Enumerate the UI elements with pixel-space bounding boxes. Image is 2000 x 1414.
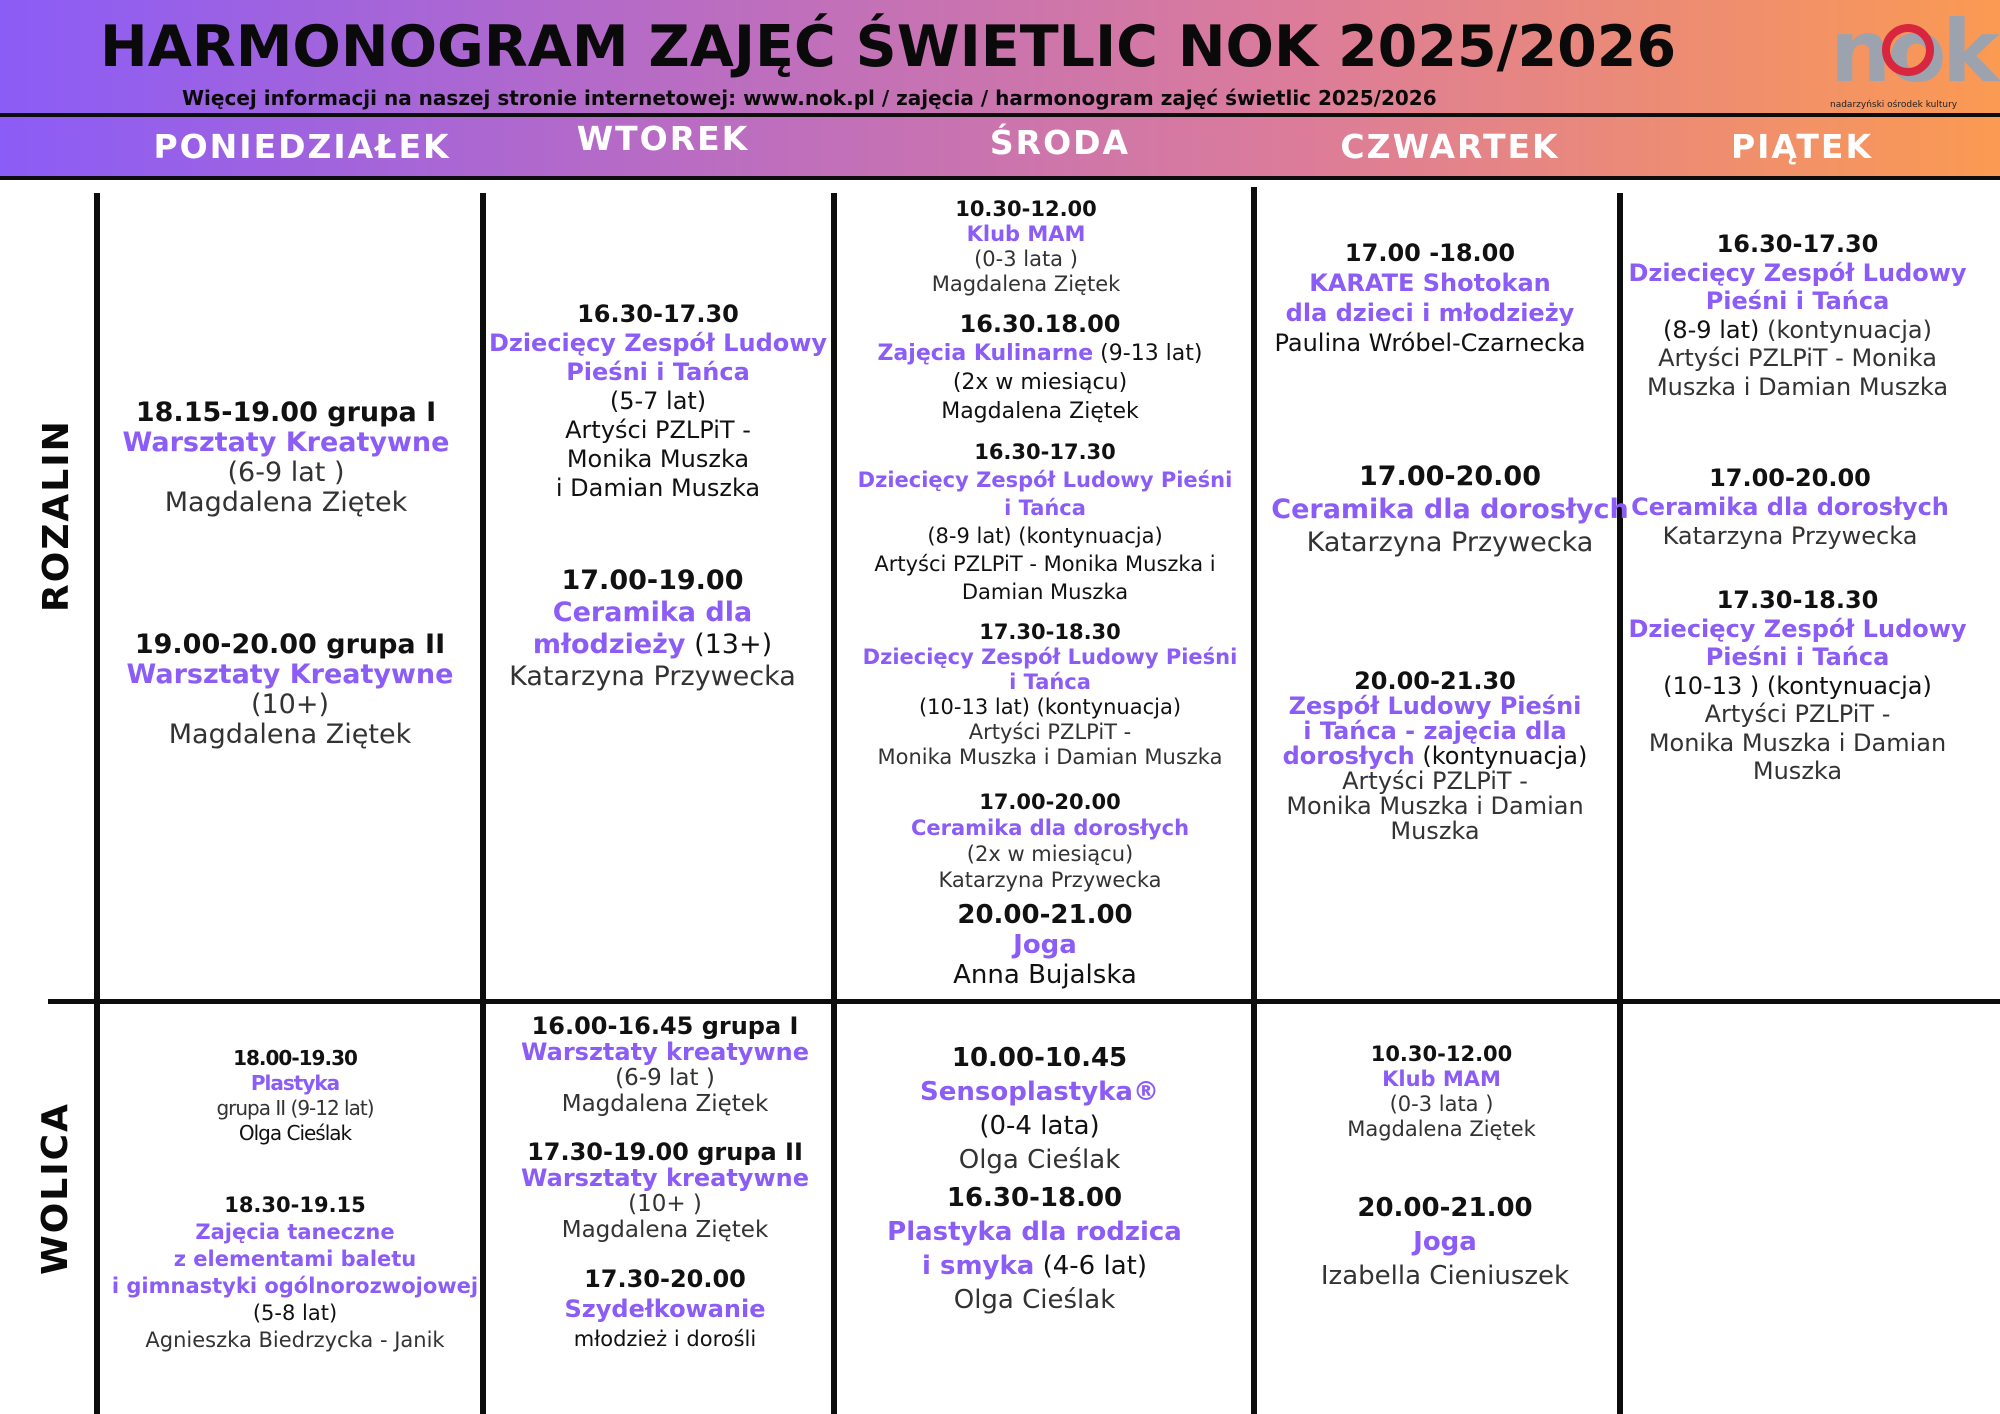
event-name-line1: KARATE Shotokan	[1309, 269, 1551, 297]
event-age: (6-9 lat )	[615, 1065, 715, 1091]
event-name-line1: Zespół Ludowy Pieśni	[1288, 692, 1582, 720]
event-teacher-line2: Monika Muszka	[566, 445, 750, 473]
event-note: (kontynuacja)	[1414, 742, 1588, 770]
event-wolica-tue-1	[495, 1013, 835, 1117]
event-frequency: (2x w miesiącu)	[966, 842, 1134, 866]
event-teacher: Olga Cieślak	[238, 1121, 352, 1145]
event-time: 18.30-19.15	[224, 1193, 366, 1217]
day-wednesday: ŚRODA	[989, 123, 1131, 162]
event-teacher: Magdalena Ziętek	[1347, 1117, 1536, 1141]
event-rozalin-wed-6	[845, 900, 1245, 990]
event-teacher: Izabella Cieniuszek	[1320, 1261, 1570, 1291]
event-teacher: Magdalena Ziętek	[561, 1217, 769, 1243]
page-subtitle[interactable]: Więcej informacji na naszej stronie internetowej: www.nok.pl / zajęcia / harmonogram zajęć świetlic 2025/2026	[182, 86, 1437, 110]
event-teacher-line3: Muszka	[1390, 817, 1480, 845]
event-name-line1: Dziecięcy Zespół Ludowy	[488, 329, 828, 357]
event-teacher-line1: Artyści PZLPiT -	[968, 720, 1132, 744]
event-rozalin-thu-3	[1260, 669, 1610, 844]
event-age: (5-8 lat)	[252, 1301, 338, 1325]
logo-ring-icon	[1882, 24, 1934, 76]
event-time: 17.00-19.00	[561, 565, 744, 596]
event-name-line3: dorosłych	[1282, 742, 1415, 770]
event-name-line1: Plastyka dla rodzica	[887, 1217, 1182, 1247]
event-time: 17.00-20.00	[1709, 464, 1871, 492]
event-time: 20.00-21.30	[1354, 667, 1516, 695]
event-rozalin-mon-2	[100, 630, 480, 750]
event-rozalin-wed-1	[840, 197, 1212, 297]
event-name: Warsztaty kreatywne	[521, 1038, 809, 1066]
header-divider	[0, 113, 2000, 117]
event-name-line3: i gimnastyki ogólnorozwojowej	[111, 1274, 479, 1298]
event-teacher-line1: Artyści PZLPiT -	[1342, 767, 1528, 795]
event-teacher-line3: i Damian Muszka	[555, 474, 761, 502]
dayband-bottom-line	[0, 176, 2000, 180]
event-name: Joga	[1413, 1227, 1477, 1257]
event-rozalin-mon-1	[100, 398, 472, 518]
event-name: Ceramika dla dorosłych	[910, 816, 1190, 840]
event-name: Warsztaty Kreatywne	[122, 427, 450, 458]
event-name: Klub MAM	[1382, 1067, 1501, 1091]
event-time: 20.00-21.00	[1357, 1193, 1533, 1223]
event-time: 10.30-12.00	[955, 197, 1097, 221]
event-teacher-line2: Monika Muszka i Damian Muszka	[877, 745, 1223, 769]
nok-logo	[1826, 2, 1996, 110]
event-teacher: Paulina Wróbel-Czarnecka	[1274, 329, 1586, 357]
event-age: (0-3 lata )	[1389, 1092, 1494, 1116]
event-time: 10.30-12.00	[1370, 1042, 1513, 1066]
event-name: Plastyka	[250, 1071, 340, 1095]
event-time: 17.00 -18.00	[1344, 239, 1516, 267]
event-name-line2: i smyka	[922, 1251, 1035, 1281]
event-name: Szydełkowanie	[564, 1295, 766, 1323]
event-teacher-line2: Monika Muszka i Damian	[1286, 792, 1584, 820]
event-teacher: Katarzyna Przywecka	[1662, 522, 1918, 550]
event-name: Joga	[1013, 930, 1077, 960]
event-teacher-line3: Muszka	[1752, 757, 1843, 785]
logo-subtext: nadarzyński ośrodek kultury	[1830, 100, 1958, 110]
event-name-line2: i Tańca	[1009, 670, 1091, 694]
location-divider	[48, 999, 2000, 1004]
event-teacher-line1: Artyści PZLPiT - Monika Muszka i	[874, 552, 1216, 576]
event-teacher: Katarzyna Przywecka	[509, 661, 796, 692]
event-time: 17.30-20.00	[584, 1265, 746, 1293]
event-name-line1: Dziecięcy Zespół Ludowy	[1628, 614, 1967, 643]
event-teacher-line2: Muszka i Damian Muszka	[1646, 372, 1949, 401]
event-wolica-mon-1	[110, 1046, 480, 1146]
event-teacher: Magdalena Ziętek	[941, 399, 1139, 424]
event-teacher: Magdalena Ziętek	[164, 487, 408, 518]
event-name-line2: Pieśni i Tańca	[1705, 287, 1890, 315]
event-name-line2: i Tańca - zajęcia dla	[1303, 717, 1567, 745]
location-wolica: WOLICA	[35, 1102, 76, 1275]
event-rozalin-fri-2	[1620, 464, 1960, 551]
event-age: (9-13 lat)	[1093, 341, 1203, 366]
day-monday: PONIEDZIAŁEK	[153, 127, 451, 166]
event-rozalin-wed-4	[845, 620, 1255, 770]
event-note: (kontynuacja)	[1759, 315, 1932, 344]
event-wolica-mon-2	[100, 1192, 490, 1354]
event-name-line1: Dziecięcy Zespół Ludowy Pieśni	[862, 645, 1238, 669]
event-wolica-wed-2	[862, 1181, 1207, 1317]
event-name-line1: Ceramika dla	[552, 597, 753, 628]
event-age: (8-9 lat)	[1663, 315, 1760, 344]
event-name: Zajęcia Kulinarne	[877, 341, 1094, 366]
event-teacher: Magdalena Ziętek	[561, 1091, 769, 1117]
event-time: 16.30-17.30	[577, 300, 739, 328]
event-name: Warsztaty Kreatywne	[126, 659, 454, 690]
day-tuesday: WTOREK	[576, 119, 750, 158]
event-time: 17.00-20.00	[1358, 461, 1541, 492]
event-teacher: Katarzyna Przywecka	[1306, 527, 1594, 558]
event-teacher: Agnieszka Biedrzycka - Janik	[145, 1328, 445, 1352]
event-age: (10+)	[250, 689, 330, 720]
event-name: Ceramika dla dorosłych	[1631, 493, 1949, 521]
event-teacher: Magdalena Ziętek	[168, 719, 412, 750]
event-wolica-thu-2	[1260, 1191, 1630, 1293]
event-name-line1: Zajęcia taneczne	[195, 1220, 395, 1244]
event-time: 18.15-19.00 grupa I	[135, 397, 437, 428]
event-rozalin-thu-2	[1260, 460, 1640, 559]
event-time: 16.30-18.00	[946, 1183, 1123, 1213]
header-banner	[0, 0, 2000, 113]
event-age: grupa II (9-12 lat)	[216, 1096, 374, 1120]
event-time: 19.00-20.00 grupa II	[134, 629, 446, 660]
event-teacher: Olga Cieślak	[953, 1285, 1116, 1315]
event-age: (0-4 lata)	[979, 1111, 1100, 1141]
event-age: (13+)	[685, 629, 773, 660]
logo-wordmark: nok	[1830, 2, 1996, 102]
day-header-band	[0, 117, 2000, 176]
event-participants: młodzież i dorośli	[573, 1327, 757, 1351]
event-time: 17.30-18.30	[979, 620, 1121, 644]
event-rozalin-thu-1	[1260, 238, 1600, 358]
event-teacher-line2: Monika Muszka i Damian	[1648, 728, 1947, 757]
event-wolica-wed-1	[862, 1041, 1217, 1177]
event-rozalin-tue-1	[488, 300, 828, 503]
event-time: 16.30.18.00	[959, 310, 1121, 338]
event-wolica-thu-1	[1260, 1042, 1623, 1142]
event-age: (10+ )	[628, 1191, 702, 1217]
event-wolica-tue-2	[495, 1139, 835, 1243]
event-time: 17.00-20.00	[979, 790, 1121, 814]
event-name-line2: młodzieży	[532, 629, 686, 660]
event-frequency: (2x w miesiącu)	[952, 370, 1128, 395]
event-rozalin-fri-1	[1625, 230, 1970, 401]
event-rozalin-wed-5	[845, 789, 1255, 893]
event-teacher-line2: Damian Muszka	[961, 580, 1129, 604]
event-time: 10.00-10.45	[951, 1043, 1128, 1073]
event-teacher-line1: Artyści PZLPiT -	[565, 416, 751, 444]
event-time: 16.30-17.30	[974, 440, 1116, 464]
event-rozalin-wed-2	[850, 310, 1230, 426]
page-title: HARMONOGRAM ZAJĘĆ ŚWIETLIC NOK 2025/2026	[100, 14, 1677, 80]
event-name-line2: i Tańca	[1004, 496, 1086, 520]
event-rozalin-tue-2	[490, 565, 815, 693]
event-age: (10-13 lat) (kontynuacja)	[918, 695, 1182, 719]
event-teacher: Olga Cieślak	[958, 1145, 1121, 1175]
location-rozalin: ROZALIN	[36, 419, 77, 612]
event-rozalin-wed-3	[845, 438, 1245, 606]
event-name: Klub MAM	[966, 222, 1086, 246]
event-teacher-line1: Artyści PZLPiT -	[1704, 700, 1891, 728]
event-age: (5-7 lat)	[609, 387, 707, 415]
event-teacher: Anna Bujalska	[953, 960, 1137, 990]
event-time: 17.30-18.30	[1716, 586, 1879, 614]
event-name-line2: Pieśni i Tańca	[566, 358, 750, 386]
event-name-line1: Dziecięcy Zespół Ludowy Pieśni	[857, 468, 1233, 492]
event-time: 17.30-19.00 grupa II	[527, 1138, 803, 1166]
event-time: 20.00-21.00	[957, 900, 1133, 930]
event-age: (4-6 lat)	[1034, 1251, 1147, 1281]
day-friday: PIĄTEK	[1730, 127, 1874, 166]
event-name-line2: Pieśni i Tańca	[1705, 643, 1890, 671]
event-teacher: Magdalena Ziętek	[931, 272, 1121, 296]
event-name: Warsztaty kreatywne	[521, 1164, 809, 1192]
event-wolica-tue-3	[495, 1264, 835, 1354]
event-age: (8-9 lat) (kontynuacja)	[927, 524, 1163, 548]
event-time: 18.00-19.30	[233, 1046, 357, 1070]
day-thursday: CZWARTEK	[1340, 127, 1560, 166]
event-time: 16.00-16.45 grupa I	[531, 1012, 799, 1040]
event-time: 16.30-17.30	[1716, 230, 1879, 258]
event-age: (0-3 lata )	[974, 247, 1078, 271]
event-name: Ceramika dla dorosłych	[1271, 494, 1629, 525]
event-age: (6-9 lat )	[227, 457, 345, 488]
event-name: Sensoplastyka®	[920, 1077, 1159, 1107]
event-teacher: Katarzyna Przywecka	[938, 868, 1162, 892]
event-age: (10-13 ) (kontynuacja)	[1663, 671, 1932, 700]
event-teacher-line1: Artyści PZLPiT - Monika	[1658, 344, 1937, 372]
event-name-line2: z elementami baletu	[173, 1247, 417, 1271]
event-rozalin-fri-3	[1625, 586, 1970, 786]
event-name-line1: Dziecięcy Zespół Ludowy	[1628, 258, 1967, 287]
event-name-line2: dla dzieci i młodzieży	[1285, 299, 1575, 327]
